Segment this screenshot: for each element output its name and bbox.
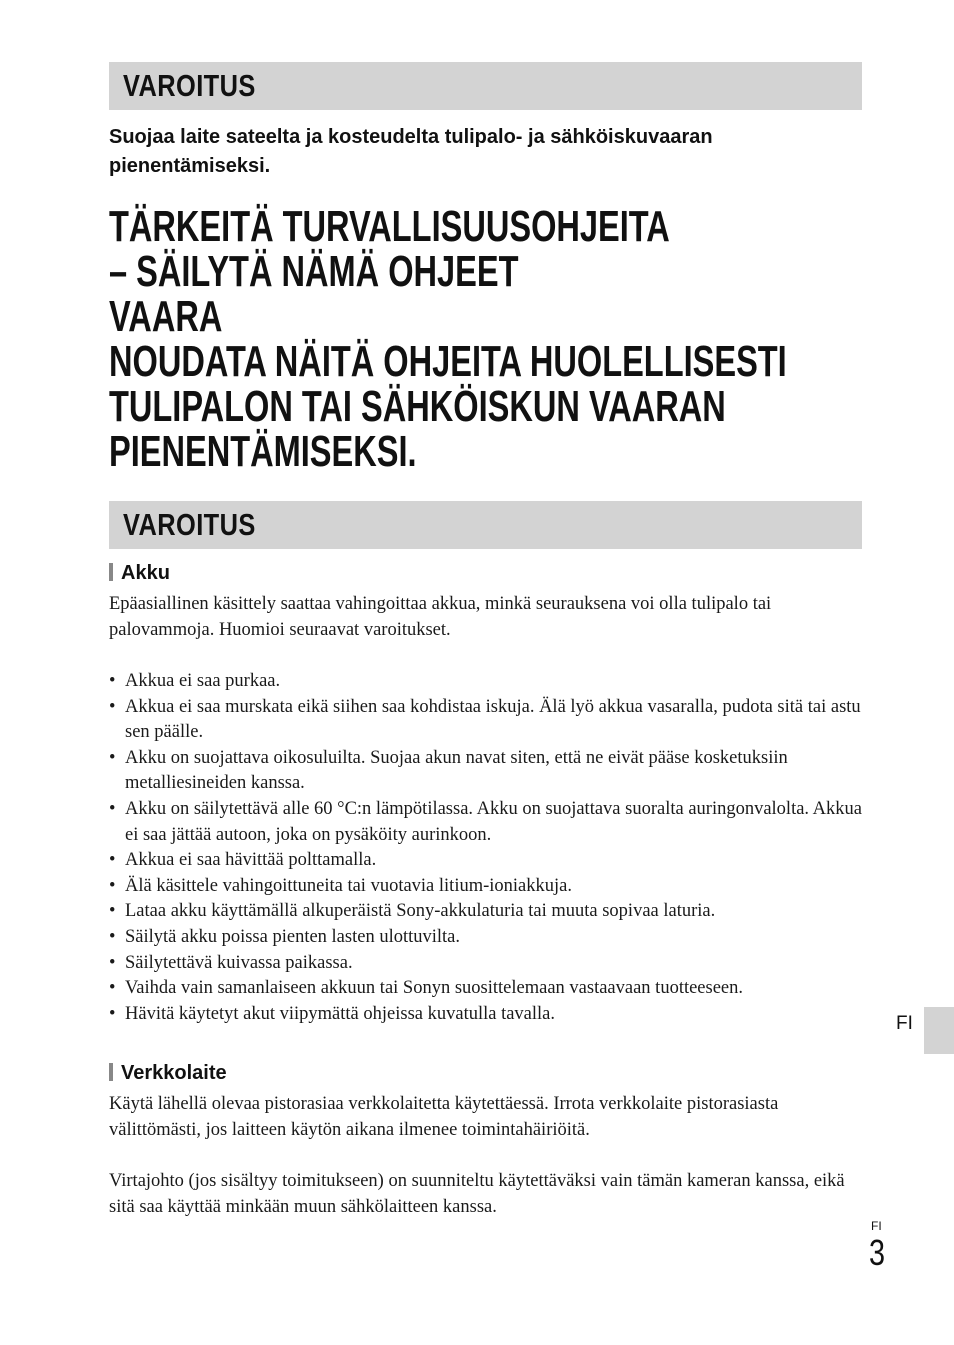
- title-line: VAARA: [109, 292, 223, 341]
- akku-heading-label: Akku: [121, 562, 170, 584]
- list-item: • Lataa akku käyttämällä alkuperäistä Sony-akkulaturia tai muuta sopivaa laturia.: [109, 899, 869, 925]
- language-side-label: FI: [896, 1013, 913, 1034]
- verkkolaite-paragraph-1: Käytä lähellä olevaa pistorasiaa verkkolaitetta käytettäessä. Irrota verkkolaite pistorasiasta välittömästi, jos laitteen käytön aikana ilmenee toimintahäiriöitä.: [109, 1094, 779, 1140]
- list-item: • Akku on suojattava oikosuluilta. Suojaa akun navat siten, että ne eivät pääse kosketuksiin metalliesineiden kanssa.: [109, 746, 869, 797]
- list-item: • Akkua ei saa murskata eikä siihen saa kohdistaa iskuja. Älä lyö akkua vasaralla, pudota sitä tai astu sen päälle.: [109, 695, 869, 746]
- verkkolaite-heading: [109, 1062, 227, 1085]
- verkkolaite-paragraph-2: Virtajohto (jos sisältyy toimitukseen) on suunniteltu käytettäväksi vain tämän kameran kanssa, eikä sitä saa käyttää minkään muun sähkölaitteen kanssa.: [109, 1171, 845, 1217]
- title-line: TULIPALON TAI SÄHKÖISKUN VAARAN: [109, 382, 726, 431]
- title-line: NOUDATA NÄITÄ OHJEITA HUOLELLISESTI: [109, 337, 787, 386]
- page-language-code: FI: [871, 1219, 882, 1233]
- list-item: • Säilytä akku poissa pienten lasten ulottuvilta.: [109, 925, 869, 951]
- list-item: • Hävitä käytetyt akut viipymättä ohjeissa kuvatulla tavalla.: [109, 1002, 869, 1028]
- warning-text: Suojaa laite sateelta ja kosteudelta tulipalo- ja sähköiskuvaaran pienentämiseksi.: [109, 126, 713, 177]
- page-number: 3: [869, 1232, 886, 1273]
- safety-title: [109, 204, 923, 474]
- section-banner-varoitus-2: [109, 501, 862, 549]
- akku-heading: [109, 562, 170, 585]
- title-line: – SÄILYTÄ NÄMÄ OHJEET: [109, 247, 519, 296]
- verkkolaite-heading-label: Verkkolaite: [121, 1062, 227, 1084]
- section-banner-varoitus-1: [109, 62, 862, 110]
- heading-bar-marker: [109, 1063, 113, 1081]
- list-item: • Akku on säilytettävä alle 60 °C:n lämpötilassa. Akku on suojattava suoralta auringonvalolta. Akkua ei saa jättää autoon, joka on pysäköity aurinkoon.: [109, 797, 869, 848]
- banner-title: VAROITUS: [123, 507, 256, 542]
- akku-intro: Epäasiallinen käsittely saattaa vahingoittaa akkua, minkä seurauksena voi olla tulipalo tai palovammoja. Huomioi seuraavat varoitukset.: [109, 594, 772, 640]
- list-item: • Vaihda vain samanlaiseen akkuun tai Sonyn suosittelemaan vastaavaan tuotteeseen.: [109, 976, 869, 1002]
- list-item: • Akkua ei saa hävittää polttamalla.: [109, 848, 869, 874]
- language-side-tab: [924, 1007, 954, 1054]
- list-item: • Säilytettävä kuivassa paikassa.: [109, 951, 869, 977]
- banner-title: VAROITUS: [123, 68, 256, 103]
- title-line: TÄRKEITÄ TURVALLISUUSOHJEITA: [109, 202, 670, 251]
- akku-bullet-list: [109, 669, 869, 1027]
- title-line: PIENENTÄMISEKSI.: [109, 427, 417, 476]
- list-item: • Akkua ei saa purkaa.: [109, 669, 869, 695]
- list-item: • Älä käsittele vahingoittuneita tai vuotavia litium-ioniakkuja.: [109, 874, 869, 900]
- heading-bar-marker: [109, 563, 113, 581]
